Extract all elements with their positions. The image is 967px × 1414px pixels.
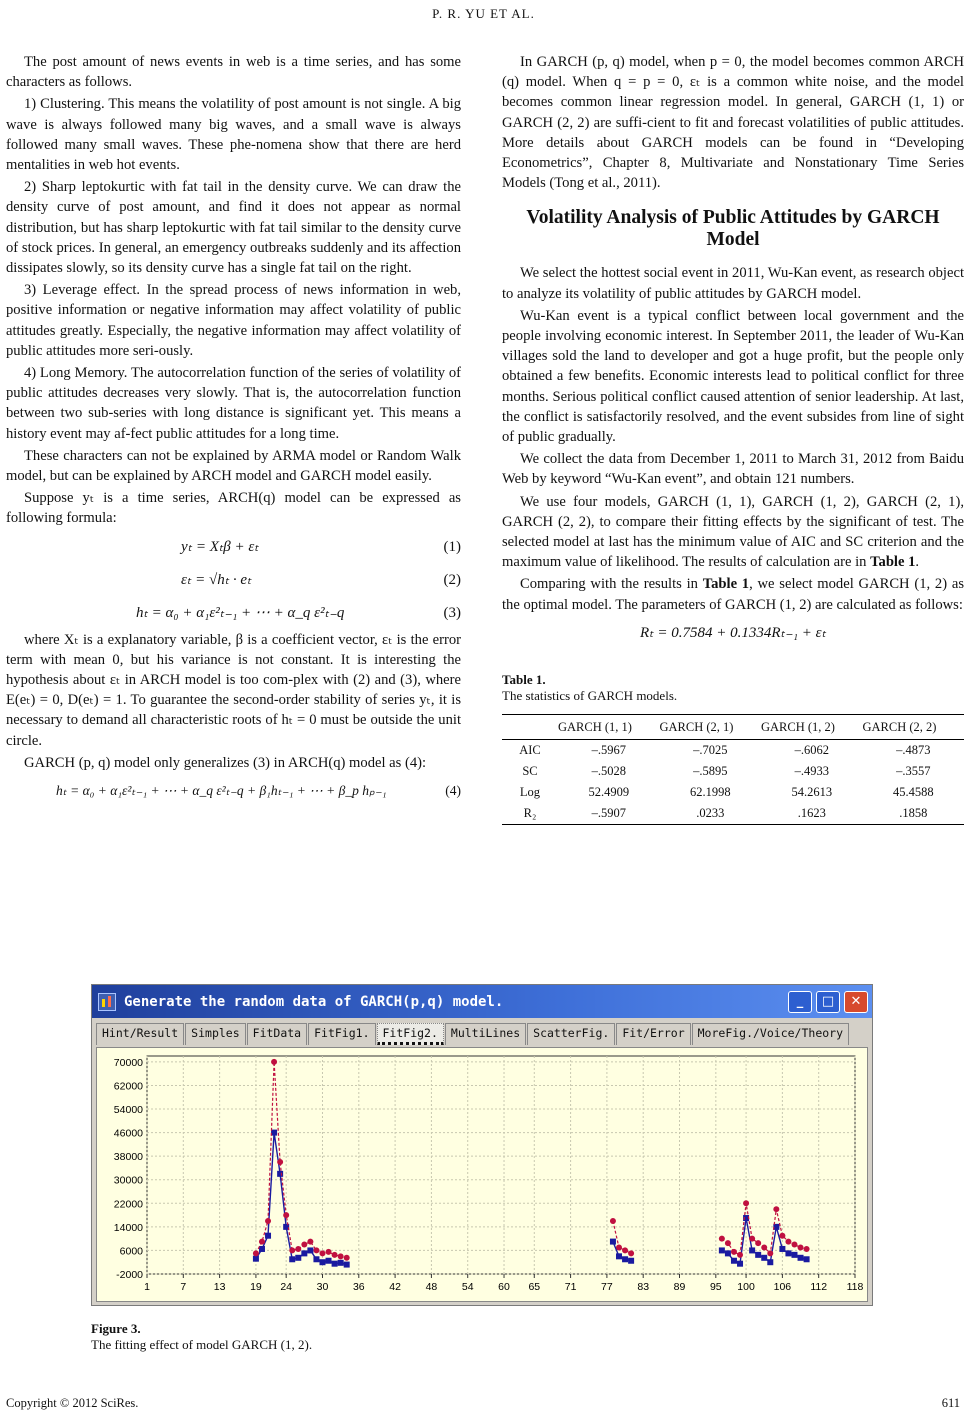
data-point-circle [743,1200,749,1206]
long-memory-paragraph: 4) Long Memory. The autocorrelation function of the series of volatility of public attitudes decreases very slowly. That is, the autocorrelation function between two sub-series with long distance is significant yet. This means a history event may af-fect public attitudes for a long time. [6,365,461,442]
tab-fit-error[interactable]: Fit/Error [616,1023,690,1045]
tab-simples[interactable]: Simples [185,1023,245,1045]
model-selection-end: , we select model GARCH (1, 2) as the optimal model. The parameters of GARCH (1, 2) are calculated as follows: [502,576,964,613]
y-tick-label: 6000 [119,1245,143,1258]
table-cell: –.3557 [896,764,931,779]
page-footer [6,1396,960,1411]
table-header: GARCH (1, 2) [761,714,863,739]
table-cell: –.5028 [591,764,626,779]
tab-fitfig1[interactable]: FitFig1. [308,1023,375,1045]
y-tick-label: 70000 [113,1056,143,1069]
wukan-event-paragraph: Wu-Kan event is a typical conflict between local government and the people involving economic interest. In September 2011, the leader of Wu-Kan villages sold the land to developer and got a huge profit, but the people only obtained a few benefits. Economic interests lead to political conflict for three months. Serious political conflict caused attention of senior leadership. At last, the conflict is satisfactorily resolved, and the event subsides from line of sight of public gradually. [502,307,964,446]
data-point-circle [319,1250,325,1256]
data-point-circle [804,1246,810,1252]
data-point-square [761,1255,767,1261]
data-point-circle [313,1247,319,1253]
plot-area [96,1047,868,1302]
equation-4 [6,775,461,808]
table-cell: –.5907 [558,803,660,825]
data-point-square [755,1252,761,1258]
table-row [502,782,964,803]
data-point-square [628,1258,634,1264]
models-paragraph: These characters can not be explained by ARMA model or Random Walk model, but can be explained by ARCH model and GARCH model easily. [6,447,461,485]
tab-scatterfig[interactable]: ScatterFig. [527,1023,615,1045]
data-point-square [622,1256,628,1262]
table-cell: AIC [519,743,541,758]
tab-fitfig2[interactable]: FitFig2. [377,1023,444,1045]
variables-paragraph: where Xₜ is a explanatory variable, β is a coefficient vector, εₜ is the error term with mean 0, but his variance is not constant. It is interesting the hypothesis about εₜ in ARCH model is too com-plex with (2) and (3), where E(eₜ) = 0, D(eₜ) = 1. To guarantee the second-order stability of series yₜ, it is necessary to demand all characteristic roots of hₜ = 0 must be outside the unit circle. [6,631,461,749]
table-row [502,761,964,782]
table-cell: –.7025 [693,743,728,758]
table-cell: –.5895 [693,764,728,779]
figure-label: Figure 3. [91,1321,141,1336]
x-tick-label: 48 [425,1281,438,1293]
x-tick-label: 30 [316,1281,329,1293]
data-point-circle [338,1253,344,1259]
data-point-circle [791,1242,797,1248]
figure-caption-text: The fitting effect of model GARCH (1, 2). [91,1337,313,1352]
equation-4-body: hₜ = α₀ + α₁ε²ₜ₋₁ + ⋯ + α_q ε²ₜ₋q + β₁hₜ₋₁ + ⋯ + β_p hₚ₋₁ [56,783,387,799]
data-point-circle [767,1250,773,1256]
leverage-paragraph: 3) Leverage effect. In the spread process of news information in web, positive information or negative information may affect volatility of public attitudes greatly. Especially, the negative information may affect volatility of public attitudes more seri-ously. [6,282,461,359]
garch-cases-paragraph: In GARCH (p, q) model, when p = 0, the model becomes common ARCH (q) model. When q = p = 0, εₜ is a common white noise, and the model becomes common linear regression model. In general, GARCH (1, 1) or GARCH (2, 2) are suffi-cient to fit and forecast volatilities of public attitudes. More details about GARCH models can be found in “Developing Econometrics”, Chapter 8, Multivariate and Nonstationary Time Series Models (Tong et al., 2011). [502,54,964,192]
garch-fit-chart [97,1048,867,1301]
equation-2-number: (2) [443,572,461,589]
table-row [502,740,964,762]
table-caption [502,672,964,704]
left-column [6,52,461,808]
garch-app-window [91,984,873,1306]
data-point-square [725,1250,731,1256]
x-tick-label: 118 [846,1281,864,1293]
y-tick-label: 22000 [113,1198,143,1211]
data-point-circle [761,1244,767,1250]
model-selection-paragraph [502,574,964,614]
y-tick-label: 30000 [113,1174,143,1187]
table-reference[interactable]: Table 1 [870,554,916,571]
x-tick-label: 100 [737,1281,755,1293]
data-point-circle [785,1239,791,1245]
table-cell: SC [522,764,538,779]
data-point-square [301,1250,307,1256]
table-cell: 52.4909 [588,785,630,800]
model-comparison-paragraph [502,492,964,573]
data-point-square [313,1256,319,1262]
equation-1-body: yₜ = Xₜβ + εₜ [181,539,259,556]
figure-caption [91,1321,312,1353]
research-object-paragraph: We select the hottest social event in 2011, Wu-Kan event, as research object to analyze its volatility of public attitudes by GARCH model. [502,265,964,302]
data-collection-paragraph: We collect the data from December 1, 2011 to March 31, 2012 from Baidu Web by keyword “Wu-Kan event”, and obtain 121 numbers. [502,451,964,488]
equation-3 [6,597,461,630]
tab-hint-result[interactable]: Hint/Result [96,1023,184,1045]
equation-5-body: Rₜ = 0.7584 + 0.1334Rₜ₋₁ + εₜ [639,625,826,642]
table-row [502,803,964,825]
model-comparison-text: We use four models, GARCH (1, 1), GARCH (1, 2), GARCH (2, 1), GARCH (2, 2), to compare their fitting effects by the significant of test. The selected model at last has the minimum value of AIC and SC criterion and the maximum value of likelihood. The results of calculation are in [502,493,964,571]
data-point-circle [755,1240,761,1246]
data-point-square [731,1258,737,1264]
page-number: 611 [941,1396,960,1410]
leptokurtic-paragraph: 2) Sharp leptokurtic with fat tail in the density curve. We can draw the density curve of post amount, and find it does not appear as normal distribution, but has sharp leptokurtic with fat tail similar to the density curve of stock prices. In general, an emergency outbreaks suddenly and its affection dissipates slowly, so its density curve has a single fat tail on the right. [6,179,461,277]
tab-fitdata[interactable]: FitData [247,1023,307,1045]
equation-1-number: (1) [443,539,461,556]
data-point-circle [332,1252,338,1258]
data-point-circle [749,1236,755,1242]
data-point-circle [326,1249,332,1255]
table-cell: –.4933 [794,764,829,779]
table-reference[interactable]: Table 1 [702,576,750,593]
data-point-square [719,1247,725,1253]
table-header-row [502,714,964,739]
data-point-circle [295,1246,301,1252]
data-point-square [277,1171,283,1177]
data-point-square [326,1258,332,1264]
equation-4-number: (4) [445,783,461,799]
x-tick-label: 65 [528,1281,541,1293]
y-tick-label: -2000 [116,1269,143,1281]
data-point-circle [737,1252,743,1258]
x-tick-label: 54 [461,1281,474,1293]
data-point-square [307,1247,313,1253]
y-tick-label: 14000 [113,1221,143,1234]
x-tick-label: 106 [773,1281,792,1293]
equation-1 [6,531,461,564]
x-tick-label: 60 [498,1281,510,1293]
table-header: GARCH (1, 1) [558,714,660,739]
minimize-button[interactable]: _ [788,991,812,1013]
table-cell: –.5967 [591,743,626,758]
data-point-square [791,1252,797,1258]
x-tick-label: 7 [180,1281,187,1293]
arch-intro-paragraph: Suppose yₜ is a time series, ARCH(q) model can be expressed as following formula: [6,490,461,527]
equation-2-body: εₜ = √hₜ · eₜ [181,572,252,589]
data-point-circle [301,1242,307,1248]
x-tick-label: 77 [601,1281,613,1293]
data-point-circle [628,1250,634,1256]
x-tick-label: 36 [352,1281,365,1293]
data-point-circle [265,1218,271,1224]
copyright-notice: Copyright © 2012 SciRes. [6,1396,139,1410]
table-caption-text: The statistics of GARCH models. [502,687,678,703]
x-tick-label: 13 [213,1281,226,1293]
data-point-square [253,1256,259,1262]
data-point-circle [731,1249,737,1255]
data-point-circle [253,1250,259,1256]
x-tick-label: 83 [637,1281,650,1293]
data-point-square [344,1262,350,1268]
equation-2 [6,564,461,597]
right-column [502,52,964,825]
maximize-button[interactable]: □ [816,991,840,1013]
data-point-circle [271,1059,277,1065]
data-point-circle [616,1244,622,1250]
model-selection-text: Comparing with the results in [520,576,703,593]
close-button[interactable]: ✕ [844,991,868,1013]
data-point-circle [622,1247,628,1253]
table-header: GARCH (2, 1) [660,714,762,739]
table-cell: 62.1998 [689,785,731,800]
window-titlebar[interactable] [92,985,872,1018]
data-point-circle [259,1239,265,1245]
x-tick-label: 112 [810,1281,828,1293]
model-comparison-end: . [915,554,920,571]
data-point-square [338,1260,344,1266]
data-point-square [295,1255,301,1261]
data-point-circle [779,1233,785,1239]
table-cell: –.4873 [896,743,931,758]
x-tick-label: 89 [673,1281,686,1293]
chart-app-icon [98,993,116,1011]
x-tick-label: 19 [250,1281,262,1293]
data-point-circle [289,1247,295,1253]
data-point-square [804,1256,810,1262]
y-tick-label: 62000 [113,1080,143,1093]
y-tick-label: 46000 [113,1127,143,1140]
table-header [502,714,558,739]
data-point-square [767,1259,773,1265]
garch-statistics-table [502,714,964,825]
equation-3-body: hₜ = α₀ + α₁ε²ₜ₋₁ + ⋯ + α_q ε²ₜ₋q [136,605,345,622]
x-tick-label: 1 [144,1281,150,1293]
table-cell: R₂ [502,803,558,825]
table-cell: .1858 [863,803,965,825]
table-cell: 54.2613 [791,785,833,800]
data-point-square [610,1239,616,1245]
data-point-square [265,1233,271,1239]
data-point-square [785,1250,791,1256]
section-heading: Volatility Analysis of Public Attitudes by GARCH Model [526,207,940,251]
table-label: Table 1. [502,671,546,687]
data-point-circle [610,1218,616,1224]
tab-multilines[interactable]: MultiLines [445,1023,526,1045]
data-point-square [779,1246,785,1252]
data-point-square [749,1247,755,1253]
y-tick-label: 54000 [113,1104,143,1117]
x-tick-label: 95 [709,1281,722,1293]
x-tick-label: 42 [389,1281,401,1293]
data-point-square [798,1255,804,1261]
data-point-square [616,1253,622,1259]
equation-3-number: (3) [443,605,461,622]
running-head: P. R. YU ET AL. [432,6,535,21]
clustering-paragraph: 1) Clustering. This means the volatility of post amount is not single. A big wave is always followed many big waves, and a small wave is always followed many small waves. These phe-nomena show that there are herd mentalities in web hot events. [6,96,461,174]
data-point-circle [344,1255,350,1261]
window-title: Generate the random data of GARCH(p,q) model. [124,993,504,1010]
data-point-circle [725,1240,731,1246]
x-tick-label: 24 [280,1281,293,1293]
data-point-circle [283,1212,289,1218]
data-point-square [319,1259,325,1265]
data-point-square [289,1256,295,1262]
equation-5 [502,617,964,650]
data-point-circle [798,1244,804,1250]
intro-paragraph: The post amount of news events in web is a time series, and has some characters as follows. [6,54,461,91]
table-cell: .0233 [660,803,762,825]
table-cell: –.6062 [794,743,829,758]
data-point-circle [307,1239,313,1245]
garch-intro-paragraph: GARCH (p, q) model only generalizes (3) in ARCH(q) model as (4): [24,754,427,771]
data-point-circle [773,1206,779,1212]
table-header: GARCH (2, 2) [863,714,965,739]
data-point-square [737,1261,743,1267]
table-cell: Log [519,785,541,800]
plot-frame [147,1056,855,1274]
x-tick-label: 71 [564,1281,577,1293]
y-tick-label: 38000 [113,1151,143,1164]
tab-bar [92,1018,872,1045]
data-point-square [332,1261,338,1267]
table-cell: .1623 [761,803,863,825]
table-cell: 45.4588 [892,785,934,800]
data-point-circle [719,1236,725,1242]
data-point-circle [277,1159,283,1165]
tab-morefig-voice-theory[interactable]: MoreFig./Voice/Theory [692,1023,849,1045]
